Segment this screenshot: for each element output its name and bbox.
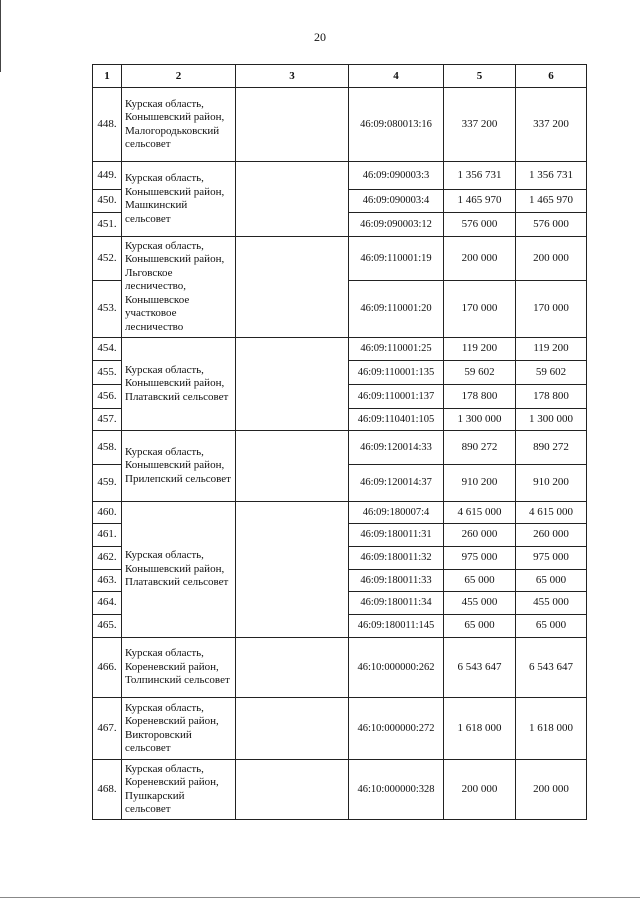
cadastral-number-cell: 46:09:180011:31 bbox=[349, 524, 444, 547]
row-number-cell: 457. bbox=[93, 409, 122, 431]
table-row bbox=[93, 88, 587, 162]
row-number-cell: 459. bbox=[93, 465, 122, 502]
cadastral-number-cell: 46:09:090003:4 bbox=[349, 190, 444, 213]
value-col5-cell: 337 200 bbox=[444, 88, 516, 162]
row-number-cell: 463. bbox=[93, 570, 122, 592]
cadastral-number-cell: 46:09:090003:3 bbox=[349, 162, 444, 190]
row-number-cell: 455. bbox=[93, 361, 122, 385]
header-col-6: 6 bbox=[516, 65, 587, 88]
value-col6-cell: 337 200 bbox=[516, 88, 587, 162]
empty-col3-cell bbox=[236, 760, 349, 820]
row-number-cell: 468. bbox=[93, 760, 122, 820]
table-row bbox=[93, 502, 587, 524]
value-col5-cell: 890 272 bbox=[444, 431, 516, 465]
header-col-1: 1 bbox=[93, 65, 122, 88]
value-col5-cell: 1 356 731 bbox=[444, 162, 516, 190]
cadastral-number-cell: 46:10:000000:272 bbox=[349, 698, 444, 760]
cadastral-number-cell: 46:09:110001:25 bbox=[349, 338, 444, 361]
cadastral-number-cell: 46:10:000000:328 bbox=[349, 760, 444, 820]
value-col6-cell: 170 000 bbox=[516, 281, 587, 338]
value-col6-cell: 6 543 647 bbox=[516, 638, 587, 698]
cadastral-number-cell: 46:10:000000:262 bbox=[349, 638, 444, 698]
empty-col3-cell bbox=[236, 638, 349, 698]
cadastral-number-cell: 46:09:180011:33 bbox=[349, 570, 444, 592]
page-number: 20 bbox=[314, 30, 326, 44]
table-row bbox=[93, 162, 587, 190]
empty-col3-cell bbox=[236, 237, 349, 338]
location-cell: Курская область, Конышевский район, Прилепский сельсовет bbox=[122, 431, 236, 502]
value-col5-cell: 4 615 000 bbox=[444, 502, 516, 524]
row-number-cell: 451. bbox=[93, 213, 122, 237]
registry-table bbox=[92, 64, 587, 820]
row-number-cell: 448. bbox=[93, 88, 122, 162]
value-col6-cell: 890 272 bbox=[516, 431, 587, 465]
cadastral-number-cell: 46:09:180011:145 bbox=[349, 615, 444, 638]
value-col5-cell: 59 602 bbox=[444, 361, 516, 385]
row-number-cell: 449. bbox=[93, 162, 122, 190]
location-cell: Курская область, Кореневский район, Пушкарский сельсовет bbox=[122, 760, 236, 820]
header-col-5: 5 bbox=[444, 65, 516, 88]
value-col6-cell: 200 000 bbox=[516, 760, 587, 820]
value-col5-cell: 6 543 647 bbox=[444, 638, 516, 698]
cadastral-number-cell: 46:09:180011:34 bbox=[349, 592, 444, 615]
location-cell: Курская область, Конышевский район, Машкинский сельсовет bbox=[122, 162, 236, 237]
value-col5-cell: 65 000 bbox=[444, 570, 516, 592]
row-number-cell: 452. bbox=[93, 237, 122, 281]
value-col5-cell: 1 465 970 bbox=[444, 190, 516, 213]
value-col6-cell: 4 615 000 bbox=[516, 502, 587, 524]
value-col6-cell: 65 000 bbox=[516, 570, 587, 592]
row-number-cell: 458. bbox=[93, 431, 122, 465]
cadastral-number-cell: 46:09:110001:19 bbox=[349, 237, 444, 281]
row-number-cell: 466. bbox=[93, 638, 122, 698]
value-col6-cell: 576 000 bbox=[516, 213, 587, 237]
value-col5-cell: 910 200 bbox=[444, 465, 516, 502]
location-cell: Курская область, Конышевский район, Платавский сельсовет bbox=[122, 338, 236, 431]
location-cell: Курская область, Конышевский район, Малогородьковский сельсовет bbox=[122, 88, 236, 162]
value-col5-cell: 200 000 bbox=[444, 760, 516, 820]
value-col6-cell: 65 000 bbox=[516, 615, 587, 638]
location-cell: Курская область, Конышевский район, Льговское лесничество, Конышевское участковое лесничество bbox=[122, 237, 236, 338]
value-col6-cell: 1 300 000 bbox=[516, 409, 587, 431]
table-row bbox=[93, 760, 587, 820]
value-col6-cell: 455 000 bbox=[516, 592, 587, 615]
scan-bottom-line bbox=[0, 897, 640, 898]
row-number-cell: 453. bbox=[93, 281, 122, 338]
empty-col3-cell bbox=[236, 338, 349, 431]
value-col5-cell: 65 000 bbox=[444, 615, 516, 638]
table-header-row bbox=[93, 65, 587, 88]
table-row bbox=[93, 237, 587, 281]
cadastral-number-cell: 46:09:110401:105 bbox=[349, 409, 444, 431]
value-col5-cell: 260 000 bbox=[444, 524, 516, 547]
row-number-cell: 467. bbox=[93, 698, 122, 760]
table-row bbox=[93, 338, 587, 361]
location-cell: Курская область, Кореневский район, Викторовский сельсовет bbox=[122, 698, 236, 760]
value-col6-cell: 119 200 bbox=[516, 338, 587, 361]
value-col6-cell: 1 356 731 bbox=[516, 162, 587, 190]
value-col6-cell: 1 465 970 bbox=[516, 190, 587, 213]
cadastral-number-cell: 46:09:120014:33 bbox=[349, 431, 444, 465]
value-col5-cell: 1 300 000 bbox=[444, 409, 516, 431]
value-col5-cell: 455 000 bbox=[444, 592, 516, 615]
empty-col3-cell bbox=[236, 431, 349, 502]
row-number-cell: 465. bbox=[93, 615, 122, 638]
cadastral-number-cell: 46:09:110001:135 bbox=[349, 361, 444, 385]
value-col6-cell: 1 618 000 bbox=[516, 698, 587, 760]
row-number-cell: 456. bbox=[93, 385, 122, 409]
value-col6-cell: 260 000 bbox=[516, 524, 587, 547]
cadastral-number-cell: 46:09:120014:37 bbox=[349, 465, 444, 502]
location-cell: Курская область, Конышевский район, Платавский сельсовет bbox=[122, 502, 236, 638]
value-col6-cell: 59 602 bbox=[516, 361, 587, 385]
value-col6-cell: 178 800 bbox=[516, 385, 587, 409]
header-col-2: 2 bbox=[122, 65, 236, 88]
empty-col3-cell bbox=[236, 162, 349, 237]
cadastral-number-cell: 46:09:180011:32 bbox=[349, 547, 444, 570]
row-number-cell: 460. bbox=[93, 502, 122, 524]
cadastral-number-cell: 46:09:090003:12 bbox=[349, 213, 444, 237]
empty-col3-cell bbox=[236, 502, 349, 638]
row-number-cell: 462. bbox=[93, 547, 122, 570]
empty-col3-cell bbox=[236, 698, 349, 760]
row-number-cell: 464. bbox=[93, 592, 122, 615]
value-col5-cell: 119 200 bbox=[444, 338, 516, 361]
value-col5-cell: 178 800 bbox=[444, 385, 516, 409]
row-number-cell: 450. bbox=[93, 190, 122, 213]
cadastral-number-cell: 46:09:180007:4 bbox=[349, 502, 444, 524]
header-col-3: 3 bbox=[236, 65, 349, 88]
value-col5-cell: 1 618 000 bbox=[444, 698, 516, 760]
row-number-cell: 454. bbox=[93, 338, 122, 361]
value-col6-cell: 200 000 bbox=[516, 237, 587, 281]
value-col5-cell: 975 000 bbox=[444, 547, 516, 570]
empty-col3-cell bbox=[236, 88, 349, 162]
table-body bbox=[93, 88, 587, 820]
header-col-4: 4 bbox=[349, 65, 444, 88]
value-col5-cell: 200 000 bbox=[444, 237, 516, 281]
value-col5-cell: 170 000 bbox=[444, 281, 516, 338]
cadastral-number-cell: 46:09:080013:16 bbox=[349, 88, 444, 162]
value-col6-cell: 910 200 bbox=[516, 465, 587, 502]
value-col5-cell: 576 000 bbox=[444, 213, 516, 237]
cadastral-number-cell: 46:09:110001:137 bbox=[349, 385, 444, 409]
value-col6-cell: 975 000 bbox=[516, 547, 587, 570]
location-cell: Курская область, Кореневский район, Толпинский сельсовет bbox=[122, 638, 236, 698]
cadastral-number-cell: 46:09:110001:20 bbox=[349, 281, 444, 338]
row-number-cell: 461. bbox=[93, 524, 122, 547]
table-row bbox=[93, 638, 587, 698]
table-row bbox=[93, 698, 587, 760]
table-row bbox=[93, 431, 587, 465]
